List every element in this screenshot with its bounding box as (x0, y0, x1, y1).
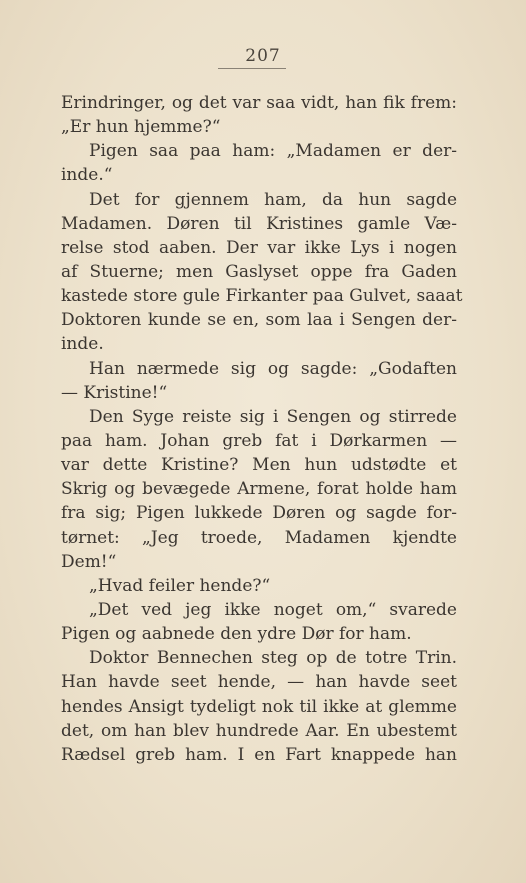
text-line: tørnet: „Jeg troede, Madamen kjendte (61, 527, 457, 548)
text-line: det, om han blev hundrede Aar. En ubestemt (61, 720, 457, 741)
text-line: Rædsel greb ham. I en Fart knappede han (61, 744, 457, 765)
text-line: Pigen og aabnede den ydre Dør for ham. (61, 624, 412, 645)
text-line: Doktor Bennechen steg op de totre Trin. (89, 648, 457, 669)
header-rule (218, 68, 286, 69)
text-line: fra sig; Pigen lukkede Døren og sagde for- (61, 503, 457, 524)
text-line: kastede store gule Firkanter paa Gulvet, saaat (61, 286, 463, 307)
text-line: „Er hun hjemme?“ (61, 117, 221, 138)
text-line: „Hvad feiler hende?“ (89, 575, 271, 596)
text-line: Den Syge reiste sig i Sengen og stirrede (89, 406, 457, 427)
page-number: 207 (245, 46, 281, 66)
text-line: hendes Ansigt tydeligt nok til ikke at glemme (61, 696, 457, 717)
text-line: Han nærmede sig og sagde: „Godaften (89, 358, 457, 379)
text-line: — Kristine!“ (61, 382, 168, 403)
text-line: Skrig og bevægede Armene, forat holde ham (61, 479, 457, 500)
text-line: paa ham. Johan greb fat i Dørkarmen — (61, 430, 457, 451)
text-line: inde.“ (61, 165, 113, 186)
body-text (61, 91, 463, 767)
text-line: var dette Kristine? Men hun udstødte et (61, 455, 457, 476)
text-line: Det for gjennem ham, da hun sagde (89, 189, 457, 210)
text-line: Dem!“ (61, 551, 117, 572)
text-line: Madamen. Døren til Kristines gamle Væ- (61, 213, 457, 234)
text-line: relse stod aaben. Der var ikke Lys i nogen (61, 237, 457, 258)
text-line: af Stuerne; men Gaslyset oppe fra Gaden (61, 261, 457, 282)
text-line: Erindringer, og det var saa vidt, han fik frem: (61, 93, 457, 113)
text-line: inde. (61, 334, 104, 355)
text-line: Han havde seet hende, — han havde seet (61, 672, 457, 693)
text-line: „Det ved jeg ikke noget om,“ svarede (89, 599, 457, 620)
text-line: Pigen saa paa ham: „Madamen er der- (89, 141, 457, 162)
text-line: Doktoren kunde se en, som laa i Sengen der- (61, 310, 457, 331)
